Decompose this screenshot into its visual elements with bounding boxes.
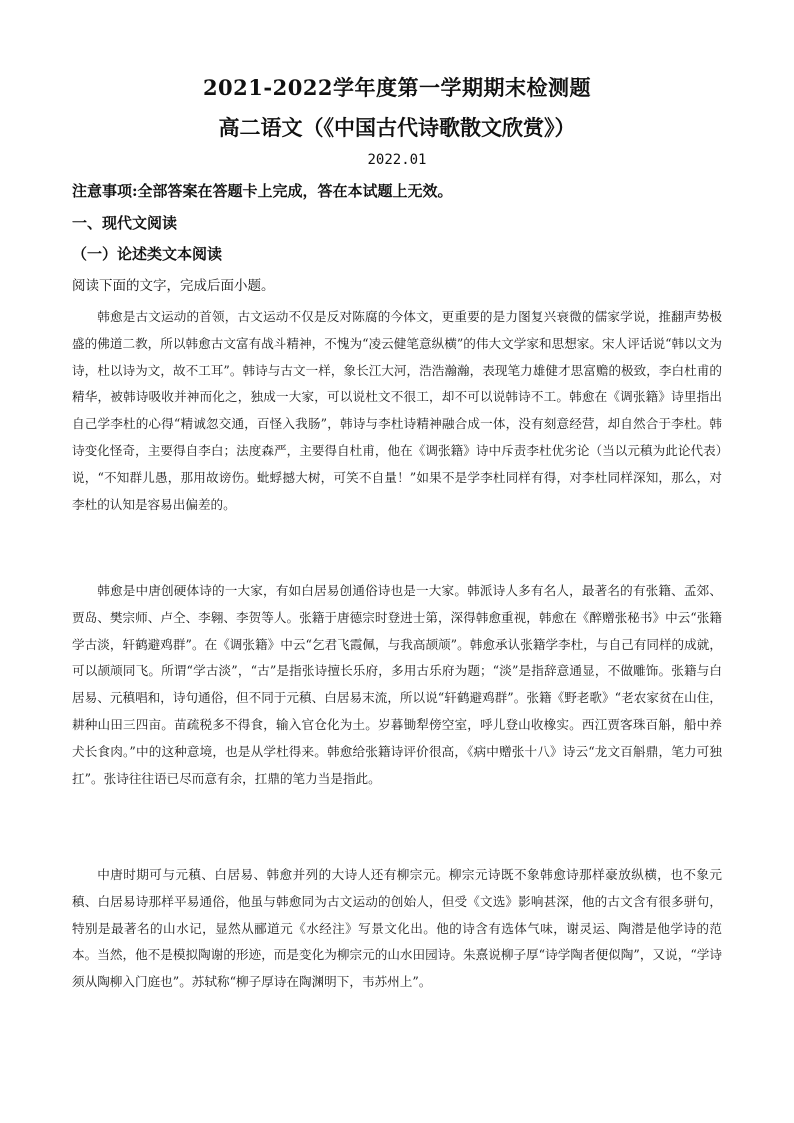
section-heading: 一、现代文阅读 <box>72 214 178 232</box>
exam-date: 2022.01 <box>367 152 427 168</box>
exam-title: 2021-2022学年度第一学期期末检测题 <box>202 75 592 100</box>
exam-subtitle: 高二语文（《中国古代诗歌散文欣赏》） <box>218 115 576 140</box>
passage-paragraph: 韩愈是古文运动的首领，古文运动不仅是反对陈腐的今体文，更重要的是力图复兴衰微的儒家学说，推翻声势极盛的佛道二教，所以韩愈古文富有战斗精神，不愧为“凌云健笔意纵横”的伟大文学家和思想家。宋人评话说“韩以文为诗，杜以诗为文，故不工耳”。韩诗与古文一样，象长江大河，浩浩瀚瀚，表现笔力雄健才思富赡的极致，李白杜甫的精华，被韩诗吸收并神而化之，独成一大家，可以说杜文不很工，却不可以说韩诗不工。韩愈在《调张籍》诗里指出自己学李杜的心得“精诚忽交通，百怪入我肠”，韩诗与李杜诗精神融合成一体，没有刻意经营，却自然合于李杜。韩诗变化怪奇，主要得自李白；法度森严，主要得自杜甫，他在《调张籍》诗中斥责李杜优劣论（当以元稹为此论代表）说，“不知群儿愚，那用故谤伤。蚍蜉撼大树，可笑不自量！”如果不是学李杜同样有得，对李杜同样深知，那么，对李杜的认知是容易出偏差的。 <box>72 309 722 512</box>
subsection-heading: （一）论述类文本阅读 <box>72 245 223 263</box>
passage-paragraph: 韩愈是中唐创硬体诗的一大家，有如白居易创通俗诗也是一大家。韩派诗人多有名人，最著名的有张籍、孟郊、贾岛、樊宗师、卢仝、李翱、李贺等人。张籍于唐德宗时登进士第，深得韩愈重视，韩愈在《醉赠张秘书》中云“张籍学古淡，轩鹤避鸡群”。在《调张籍》中云“乞君飞霞佩，与我高颉颃”。韩愈承认张籍学李杜，与自己有同样的成就，可以颉颃同飞。所谓“学古淡”，“古”是指张诗擅长乐府，多用古乐府为题；“淡”是指辞意通显，不做雕饰。张籍与白居易、元稹唱和，诗句通俗，但不同于元稹、白居易末流，所以说“轩鹤避鸡群”。张籍《野老歌》“老农家贫在山住，耕种山田三四亩。苗疏税多不得食，输入官仓化为土。岁暮锄犁傍空室，呼儿登山收橡实。西江贾客珠百斛，船中养犬长食肉。”中的这种意境，也是从学杜得来。韩愈给张籍诗评价很高，《病中赠张十八》诗云“龙文百斛鼎，笔力可独扛”。张诗往往语已尽而意有余，扛鼎的笔力当是指此。 <box>72 583 722 786</box>
passage-paragraph: 中唐时期可与元稹、白居易、韩愈并列的大诗人还有柳宗元。柳宗元诗既不象韩愈诗那样豪放纵横，也不象元稹、白居易诗那样平易通俗，他虽与韩愈同为古文运动的创始人，但受《文选》影响甚深，他的古文含有很多骈句，特别是最著名的山水记，显然从郦道元《水经注》写景文化出。他的诗含有选体气味，谢灵运、陶潜是他学诗的范本。当然，他不是模拟陶谢的形迹，而是变化为柳宗元的山水田园诗。朱熹说柳子厚“诗学陶者便似陶”，又说，“学诗须从陶柳入门庭也”。苏轼称“柳子厚诗在陶渊明下，韦苏州上”。 <box>72 867 722 990</box>
notice-text: 注意事项:全部答案在答题卡上完成，答在本试题上无效。 <box>72 182 453 200</box>
reading-instruction: 阅读下面的文字，完成后面小题。 <box>72 278 275 294</box>
